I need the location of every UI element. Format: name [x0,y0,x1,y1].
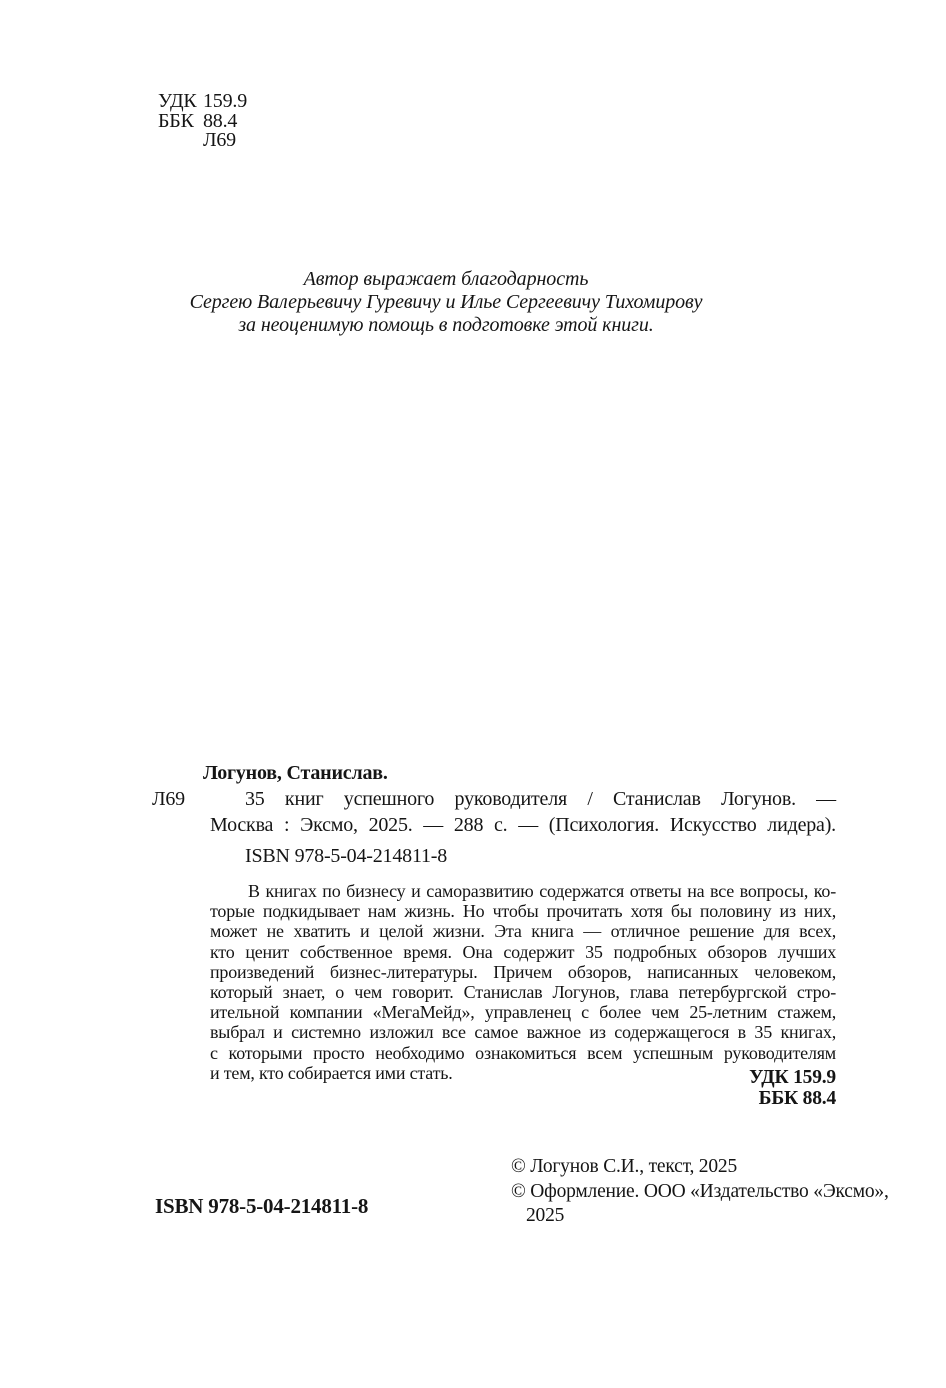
annotation-line: может не хватить и целой жизни. Эта книга — отличное решение для всех, [210,921,836,942]
dedication-line: Сергею Валерьевичу Гуревичу и Илье Сергеевичу Тихомирову [189,291,703,313]
annotation-line: кто ценит собственное время. Она содержит 35 подробных обзоров лучших [210,941,836,962]
catalog-author-sign: Л69 [152,788,185,810]
copyright-text-line: © Логунов С.И., текст, 2025 [511,1156,738,1177]
annotation-paragraph [210,881,836,1083]
annotation-line: ительной компании «МегаМейд», управленец с более чем 25-летним стажем, [210,1002,836,1023]
udk-bottom-line: УДК 159.9 [749,1067,836,1088]
dedication [126,268,766,337]
bbk-value: 88.4 [203,109,238,132]
annotation-line: и тем, кто собирается ими стать. [210,1062,453,1083]
annotation-line: торые подкидывает нам жизнь. Но чтобы прочитать хотя бы половину из них, [210,901,836,922]
annotation-line: который знает, о чем говорит. Станислав Логунов, глава петербургской стро- [210,982,836,1003]
bbk-label: ББК [158,109,194,132]
catalog-title-line: 35 книг успешного руководителя / Станислав Логунов. — [245,788,836,810]
annotation-line: с которыми просто необходимо ознакомиться всем успешным руководителям [210,1042,836,1063]
udk-label: УДК [158,90,197,112]
isbn-footer: ISBN 978-5-04-214811-8 [155,1194,369,1218]
catalog-isbn: ISBN 978-5-04-214811-8 [245,845,448,867]
udk-value: 159.9 [203,90,248,112]
annotation-line: произведений бизнес-литературы. Причем обзоров, написанных человеком, [210,961,836,982]
copyright-block [511,1155,889,1229]
catalog-entry [152,760,836,869]
copyright-design-line: © Оформление. ООО «Издательство «Эксмо», [511,1180,889,1202]
dedication-line: за неоценимую помощь в подготовке этой книги. [238,314,654,336]
catalog-title-row [152,786,836,812]
annotation-line: В книгах по бизнесу и саморазвитию содержатся ответы на все вопросы, ко- [248,881,836,901]
annotation-line: выбрал и системно изложил все самое важное из содержащегося в 35 книгах, [210,1022,836,1043]
author-sign-spacer [158,131,203,151]
copyright-year-line: 2025 [526,1205,565,1226]
bbk-bottom-line: ББК 88.4 [758,1087,836,1109]
dedication-line: Автор выражает благодарность [303,268,589,290]
catalog-imprint-line: Москва : Эксмо, 2025. — 288 с. — (Психология. Искусство лидера). [210,814,836,836]
catalog-author-heading: Логунов, Станислав. [203,762,388,784]
classification-bottom-block [636,1068,836,1109]
classification-top-block [158,92,247,151]
author-sign: Л69 [203,129,236,151]
